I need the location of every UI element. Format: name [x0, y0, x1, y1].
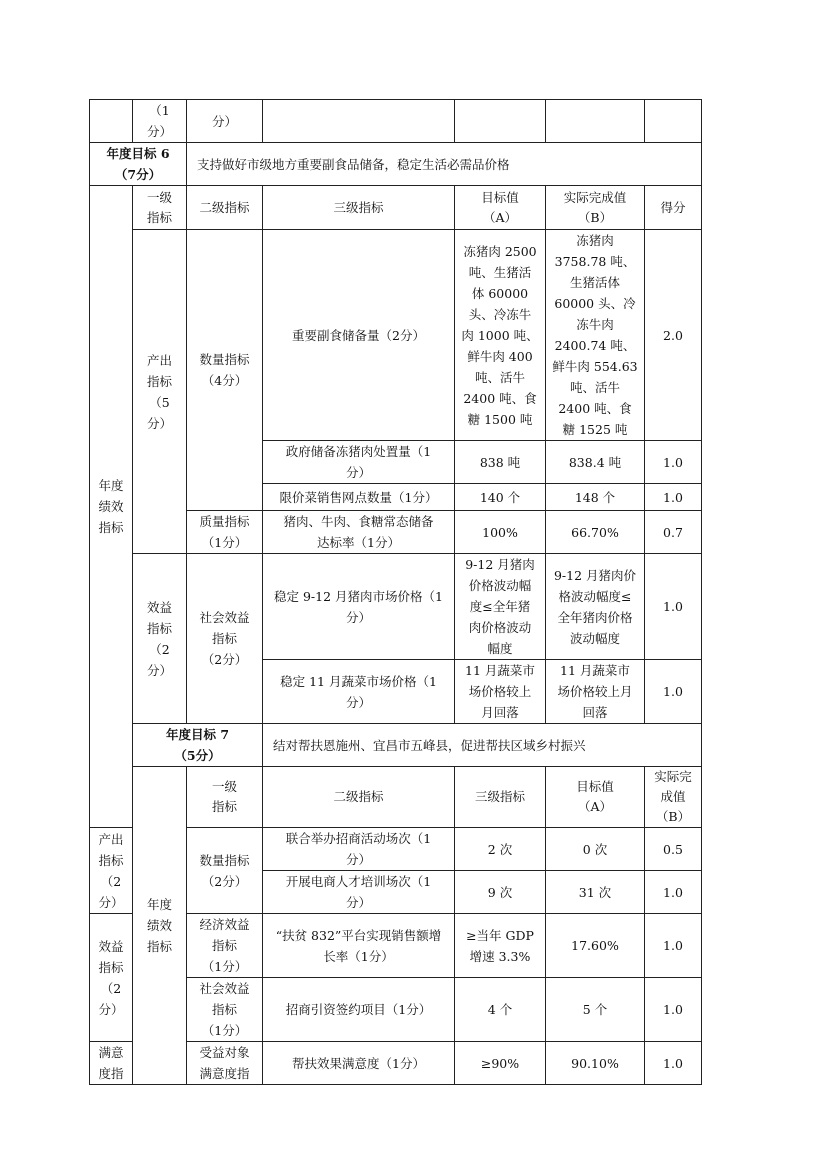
cell	[645, 100, 702, 143]
header-actual: 实际完成值 （B）	[546, 186, 645, 230]
header-actual: 实际完成值 （B）	[645, 767, 702, 828]
goal-6-label: 年度目标 6 （7分）	[90, 143, 187, 186]
target-value: ≥当年 GDP 增速 3.3%	[455, 914, 546, 978]
target-value: 4 个	[455, 978, 546, 1042]
goal-7-text: 结对帮扶恩施州、宜昌市五峰县，促进帮扶区域乡村振兴	[263, 724, 702, 767]
indicator: 猪肉、牛肉、食糖常态储备 达标率（1分）	[263, 511, 455, 554]
score: 1.0	[645, 484, 702, 511]
indicator: 稳定 9-12 月猪肉市场价格（1 分）	[263, 554, 455, 660]
actual-value: 90.10%	[546, 1042, 645, 1085]
score: 1.0	[645, 1042, 702, 1085]
target-value: 9-12 月猪肉 价格波动幅 度≤全年猪 肉价格波动 幅度	[455, 554, 546, 660]
header-level1: 一级 指标	[187, 767, 263, 828]
cell	[263, 100, 455, 143]
cell: （1 分）	[133, 100, 187, 143]
actual-value: 9-12 月猪肉价 格波动幅度≤ 全年猪肉价格 波动幅度	[546, 554, 645, 660]
header-target: 目标值 （A）	[546, 767, 645, 828]
target-value: 140 个	[455, 484, 546, 511]
header-row	[90, 186, 702, 230]
cell	[90, 100, 133, 143]
actual-value: 31 次	[546, 871, 645, 914]
header-level2: 二级指标	[187, 186, 263, 230]
goal-row	[90, 143, 702, 186]
header-level3: 三级指标	[455, 767, 546, 828]
score: 1.0	[645, 871, 702, 914]
header-target: 目标值 （A）	[455, 186, 546, 230]
benefit-indicator-label: 效益 指标 （2 分）	[90, 914, 133, 1042]
indicator: 重要副食储备量（2分）	[263, 230, 455, 441]
score: 1.0	[645, 978, 702, 1042]
table-row	[90, 230, 702, 441]
cell	[455, 100, 546, 143]
quality-indicator-label: 质量指标 （1分）	[187, 511, 263, 554]
goal-7-label: 年度目标 7 （5分）	[133, 724, 263, 767]
score: 0.7	[645, 511, 702, 554]
target-value: 冻猪肉 2500 吨、生猪活 体 60000 头、冷冻牛 肉 1000 吨、 鲜牛肉 400 吨、活牛 2400 吨、食 糖 1500 吨	[455, 230, 546, 441]
header-level2: 二级指标	[263, 767, 455, 828]
cell: 分）	[187, 100, 263, 143]
quantity-indicator-label: 数量指标 （2分）	[187, 828, 263, 914]
header-level1: 一级 指标	[133, 186, 187, 230]
table-row	[90, 100, 702, 143]
actual-value: 838.4 吨	[546, 441, 645, 484]
score: 2.0	[645, 230, 702, 441]
score: 0.5	[645, 828, 702, 871]
indicator: 稳定 11 月蔬菜市场价格（1 分）	[263, 660, 455, 724]
score: 1.0	[645, 914, 702, 978]
target-value: 11 月蔬菜市 场价格较上 月回落	[455, 660, 546, 724]
header-score: 得分	[645, 186, 702, 230]
goal-6-text: 支持做好市级地方重要副食品储备，稳定生活必需品价格	[187, 143, 702, 186]
header-level3: 三级指标	[263, 186, 455, 230]
indicator: 限价菜销售网点数量（1分）	[263, 484, 455, 511]
target-value: 838 吨	[455, 441, 546, 484]
social-benefit-label: 社会效益 指标 （2分）	[187, 554, 263, 724]
actual-value: 0 次	[546, 828, 645, 871]
benefit-indicator-label: 效益 指标 （2 分）	[133, 554, 187, 724]
quantity-indicator-label: 数量指标 （4分）	[187, 230, 263, 511]
section-label: 年度 绩效 指标	[133, 767, 187, 1085]
section-label: 年度 绩效 指标	[90, 186, 133, 828]
score: 1.0	[645, 441, 702, 484]
actual-value: 冻猪肉 3758.78 吨、 生猪活体 60000 头、冷 冻牛肉 2400.74 吨、 鲜牛肉 554.63 吨、活牛 2400 吨、食 糖 1525 吨	[546, 230, 645, 441]
actual-value: 148 个	[546, 484, 645, 511]
indicator: “扶贫 832”平台实现销售额增 长率（1分）	[263, 914, 455, 978]
cell	[546, 100, 645, 143]
indicator: 招商引资签约项目（1分）	[263, 978, 455, 1042]
header-row	[90, 767, 702, 828]
target-value: 2 次	[455, 828, 546, 871]
output-indicator-label: 产出 指标 （2 分）	[90, 828, 133, 914]
actual-value: 17.60%	[546, 914, 645, 978]
indicator: 联合举办招商活动场次（1 分）	[263, 828, 455, 871]
performance-table	[89, 99, 702, 1085]
satisfaction-indicator-label: 满意 度指	[90, 1042, 133, 1085]
actual-value: 5 个	[546, 978, 645, 1042]
indicator: 开展电商人才培训场次（1 分）	[263, 871, 455, 914]
indicator: 帮扶效果满意度（1分）	[263, 1042, 455, 1085]
target-value: 9 次	[455, 871, 546, 914]
social-benefit-label: 社会效益 指标 （1分）	[187, 978, 263, 1042]
goal-row	[90, 724, 702, 767]
table-row	[90, 554, 702, 660]
output-indicator-label: 产出 指标 （5 分）	[133, 230, 187, 554]
score: 1.0	[645, 554, 702, 660]
actual-value: 66.70%	[546, 511, 645, 554]
actual-value: 11 月蔬菜市 场价格较上月 回落	[546, 660, 645, 724]
economic-benefit-label: 经济效益 指标 （1分）	[187, 914, 263, 978]
indicator: 政府储备冻猪肉处置量（1 分）	[263, 441, 455, 484]
target-value: ≥90%	[455, 1042, 546, 1085]
target-value: 100%	[455, 511, 546, 554]
score: 1.0	[645, 660, 702, 724]
beneficiary-satisfaction-label: 受益对象 满意度指	[187, 1042, 263, 1085]
